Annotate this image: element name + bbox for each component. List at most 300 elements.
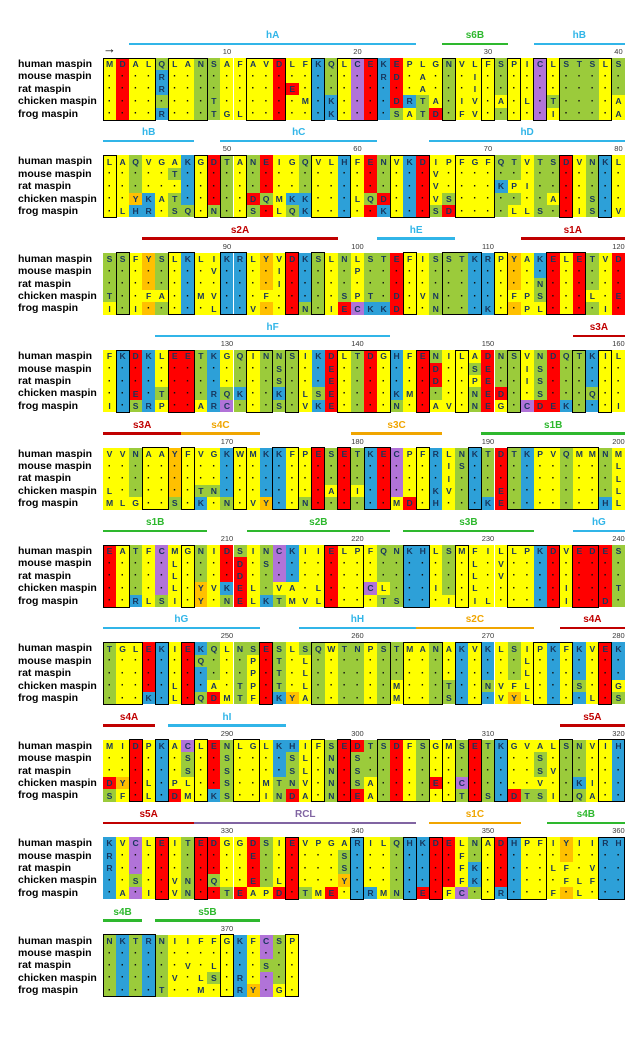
residue-cell: G xyxy=(129,497,142,509)
residue-cell: L xyxy=(547,862,560,874)
species-label: frog maspin xyxy=(18,691,79,704)
identity-dot-cell: · xyxy=(116,582,129,594)
identity-dot-cell: · xyxy=(168,400,181,412)
residue-cell: I xyxy=(416,253,429,265)
identity-dot-cell: · xyxy=(560,472,573,484)
identity-dot-cell: · xyxy=(207,70,220,82)
identity-dot-cell: · xyxy=(534,667,547,679)
residue-cell: T xyxy=(273,680,286,692)
residue-cell: F xyxy=(403,253,416,265)
annotation-line-s4A xyxy=(560,627,625,630)
identity-dot-cell: · xyxy=(260,83,273,95)
residue-cell: A xyxy=(416,70,429,82)
identity-dot-cell: · xyxy=(155,765,168,777)
annotation-label-s3B: s3B xyxy=(459,517,478,528)
identity-dot-cell: · xyxy=(351,595,364,607)
identity-dot-cell: · xyxy=(547,497,560,509)
residue-cell: T xyxy=(364,740,377,752)
identity-dot-cell: · xyxy=(573,108,586,120)
residue-cell: M xyxy=(103,740,116,752)
identity-dot-cell: · xyxy=(207,655,220,667)
residue-cell: H xyxy=(612,740,625,752)
residue-cell: T xyxy=(390,642,403,654)
residue-cell: V xyxy=(312,155,325,167)
residue-cell: C xyxy=(521,400,534,412)
residue-cell: A xyxy=(142,448,155,460)
identity-dot-cell: · xyxy=(286,947,299,959)
residue-cell: G xyxy=(429,740,442,752)
residue-cell: G xyxy=(155,155,168,167)
position-tick: 30 xyxy=(483,47,493,56)
identity-dot-cell: · xyxy=(351,460,364,472)
identity-dot-cell: · xyxy=(273,972,286,984)
residue-cell: D xyxy=(390,302,403,314)
residue-cell: E xyxy=(468,740,481,752)
identity-dot-cell: · xyxy=(220,95,233,107)
residue-cell: S xyxy=(377,642,390,654)
residue-cell: V xyxy=(299,837,312,849)
residue-cell: L xyxy=(286,642,299,654)
residue-cell: F xyxy=(194,935,207,947)
identity-dot-cell: · xyxy=(364,278,377,290)
identity-dot-cell: · xyxy=(168,460,181,472)
residue-cell: S xyxy=(234,545,247,557)
identity-dot-cell: · xyxy=(220,363,233,375)
species-label: rat maspin xyxy=(18,569,72,582)
identity-dot-cell: · xyxy=(129,667,142,679)
identity-dot-cell: · xyxy=(299,570,312,582)
identity-dot-cell: · xyxy=(273,472,286,484)
residue-cell: C xyxy=(455,887,468,899)
residue-cell: S xyxy=(586,205,599,217)
residue-cell: I xyxy=(207,545,220,557)
identity-dot-cell: · xyxy=(534,497,547,509)
identity-dot-cell: · xyxy=(403,363,416,375)
identity-dot-cell: · xyxy=(220,850,233,862)
residue-cell: S xyxy=(103,789,116,801)
identity-dot-cell: · xyxy=(116,472,129,484)
identity-dot-cell: · xyxy=(508,497,521,509)
identity-dot-cell: · xyxy=(508,752,521,764)
identity-dot-cell: · xyxy=(560,193,573,205)
residue-cell: R xyxy=(481,253,494,265)
residue-cell: N xyxy=(325,752,338,764)
residue-cell: Q xyxy=(377,545,390,557)
identity-dot-cell: · xyxy=(220,83,233,95)
identity-dot-cell: · xyxy=(103,765,116,777)
residue-cell: C xyxy=(364,582,377,594)
identity-dot-cell: · xyxy=(338,193,351,205)
identity-dot-cell: · xyxy=(142,959,155,971)
identity-dot-cell: · xyxy=(142,485,155,497)
residue-cell: F xyxy=(351,155,364,167)
identity-dot-cell: · xyxy=(351,278,364,290)
identity-dot-cell: · xyxy=(612,862,625,874)
residue-cell: M xyxy=(286,595,299,607)
annotation-label-hA: hA xyxy=(265,30,280,41)
residue-cell: E xyxy=(142,642,155,654)
identity-dot-cell: · xyxy=(338,108,351,120)
identity-dot-cell: · xyxy=(377,108,390,120)
residue-cell: I xyxy=(521,363,534,375)
identity-dot-cell: · xyxy=(181,655,194,667)
identity-dot-cell: · xyxy=(599,862,612,874)
identity-dot-cell: · xyxy=(508,887,521,899)
identity-dot-cell: · xyxy=(599,777,612,789)
residue-cell: E xyxy=(234,582,247,594)
residue-cell: D xyxy=(129,350,142,362)
identity-dot-cell: · xyxy=(534,485,547,497)
residue-cell: K xyxy=(312,400,325,412)
identity-dot-cell: · xyxy=(403,375,416,387)
position-tick: 110 xyxy=(481,241,494,251)
identity-dot-cell: · xyxy=(220,278,233,290)
identity-dot-cell: · xyxy=(599,265,612,277)
identity-dot-cell: · xyxy=(220,180,233,192)
identity-dot-cell: · xyxy=(377,692,390,704)
identity-dot-cell: · xyxy=(416,497,429,509)
residue-cell: E xyxy=(377,448,390,460)
residue-cell: V xyxy=(468,108,481,120)
identity-dot-cell: · xyxy=(194,460,207,472)
identity-dot-cell: · xyxy=(155,862,168,874)
residue-cell: N xyxy=(129,448,142,460)
species-label: frog maspin xyxy=(18,886,79,899)
identity-dot-cell: · xyxy=(325,667,338,679)
residue-cell: D xyxy=(586,545,599,557)
annotation-label-hI: hI xyxy=(222,711,232,723)
residue-cell: S xyxy=(351,777,364,789)
species-label: chicken maspin xyxy=(18,971,97,984)
residue-cell: M xyxy=(194,984,207,996)
identity-dot-cell: · xyxy=(599,400,612,412)
residue-cell: V xyxy=(429,180,442,192)
residue-cell: D xyxy=(351,740,364,752)
residue-cell: E xyxy=(234,595,247,607)
identity-dot-cell: · xyxy=(142,765,155,777)
residue-cell: L xyxy=(455,837,468,849)
residue-cell: D xyxy=(390,290,403,302)
identity-dot-cell: · xyxy=(455,205,468,217)
position-tick: 80 xyxy=(614,144,623,154)
identity-dot-cell: · xyxy=(155,959,168,971)
identity-dot-cell: · xyxy=(155,302,168,314)
identity-dot-cell: · xyxy=(129,472,142,484)
residue-cell: A xyxy=(116,545,129,557)
identity-dot-cell: · xyxy=(612,765,625,777)
identity-dot-cell: · xyxy=(560,887,573,899)
position-tick: 240 xyxy=(612,534,625,543)
identity-dot-cell: · xyxy=(155,752,168,764)
residue-cell: I xyxy=(351,485,364,497)
residue-cell: M xyxy=(390,692,403,704)
annotation-label-hH: hH xyxy=(350,614,365,626)
identity-dot-cell: · xyxy=(455,302,468,314)
residue-cell: F xyxy=(403,350,416,362)
residue-cell: K xyxy=(194,497,207,509)
residue-cell: M xyxy=(442,740,455,752)
identity-dot-cell: · xyxy=(416,168,429,180)
identity-dot-cell: · xyxy=(181,290,194,302)
residue-cell: K xyxy=(155,642,168,654)
residue-cell: A xyxy=(612,108,625,120)
residue-cell: V xyxy=(521,350,534,362)
identity-dot-cell: · xyxy=(612,265,625,277)
identity-dot-cell: · xyxy=(560,777,573,789)
identity-dot-cell: · xyxy=(364,400,377,412)
identity-dot-cell: · xyxy=(351,205,364,217)
identity-dot-cell: · xyxy=(312,70,325,82)
residue-cell: L xyxy=(508,545,521,557)
annotation-line-s5B xyxy=(155,919,259,922)
identity-dot-cell: · xyxy=(116,193,129,205)
identity-dot-cell: · xyxy=(312,777,325,789)
identity-dot-cell: · xyxy=(116,862,129,874)
identity-dot-cell: · xyxy=(364,497,377,509)
identity-dot-cell: · xyxy=(129,180,142,192)
identity-dot-cell: · xyxy=(390,205,403,217)
identity-dot-cell: · xyxy=(403,265,416,277)
identity-dot-cell: · xyxy=(612,70,625,82)
identity-dot-cell: · xyxy=(116,947,129,959)
residue-cell: T xyxy=(416,95,429,107)
residue-cell: H xyxy=(612,837,625,849)
identity-dot-cell: · xyxy=(468,680,481,692)
species-label: human maspin xyxy=(18,837,93,850)
identity-dot-cell: · xyxy=(273,862,286,874)
identity-dot-cell: · xyxy=(612,387,625,399)
identity-dot-cell: · xyxy=(129,680,142,692)
identity-dot-cell: · xyxy=(116,485,129,497)
residue-cell: S xyxy=(273,363,286,375)
residue-cell: T xyxy=(351,448,364,460)
identity-dot-cell: · xyxy=(260,400,273,412)
identity-dot-cell: · xyxy=(168,278,181,290)
identity-dot-cell: · xyxy=(377,387,390,399)
identity-dot-cell: · xyxy=(573,472,586,484)
residue-cell: I xyxy=(129,302,142,314)
identity-dot-cell: · xyxy=(312,874,325,886)
identity-dot-cell: · xyxy=(220,375,233,387)
identity-dot-cell: · xyxy=(129,485,142,497)
identity-dot-cell: · xyxy=(260,850,273,862)
identity-dot-cell: · xyxy=(260,108,273,120)
species-label: human maspin xyxy=(18,58,93,70)
identity-dot-cell: · xyxy=(547,472,560,484)
identity-dot-cell: · xyxy=(508,278,521,290)
residue-cell: S xyxy=(390,108,403,120)
species-label: mouse maspin xyxy=(18,654,92,667)
residue-cell: Q xyxy=(207,874,220,886)
residue-cell: G xyxy=(247,740,260,752)
identity-dot-cell: · xyxy=(181,400,194,412)
identity-dot-cell: · xyxy=(220,972,233,984)
residue-cell: D xyxy=(495,837,508,849)
residue-cell: N xyxy=(260,350,273,362)
residue-cell: L xyxy=(155,350,168,362)
residue-cell: V xyxy=(521,740,534,752)
identity-dot-cell: · xyxy=(495,193,508,205)
residue-cell: Q xyxy=(312,642,325,654)
position-tick: 350 xyxy=(481,826,495,836)
identity-dot-cell: · xyxy=(338,95,351,107)
identity-dot-cell: · xyxy=(142,570,155,582)
residue-cell: N xyxy=(260,545,273,557)
residue-cell: L xyxy=(586,692,599,704)
identity-dot-cell: · xyxy=(547,557,560,569)
residue-cell: S xyxy=(351,765,364,777)
annotation-label-s1C: s1C xyxy=(465,809,485,821)
identity-dot-cell: · xyxy=(142,972,155,984)
identity-dot-cell: · xyxy=(260,752,273,764)
identity-dot-cell: · xyxy=(351,680,364,692)
identity-dot-cell: · xyxy=(364,862,377,874)
identity-dot-cell: · xyxy=(247,789,260,801)
residue-cell: M xyxy=(220,692,233,704)
identity-dot-cell: · xyxy=(273,947,286,959)
annotation-line-s3B xyxy=(403,530,534,533)
residue-cell: M xyxy=(194,290,207,302)
identity-dot-cell: · xyxy=(351,400,364,412)
residue-cell: T xyxy=(442,680,455,692)
residue-cell: P xyxy=(247,680,260,692)
species-label: rat maspin xyxy=(18,82,72,95)
residue-cell: D xyxy=(207,155,220,167)
identity-dot-cell: · xyxy=(338,765,351,777)
residue-cell: E xyxy=(481,400,494,412)
identity-dot-cell: · xyxy=(495,789,508,801)
residue-cell: F xyxy=(586,874,599,886)
identity-dot-cell: · xyxy=(116,70,129,82)
identity-dot-cell: · xyxy=(181,70,194,82)
residue-cell: S xyxy=(429,253,442,265)
identity-dot-cell: · xyxy=(442,497,455,509)
annotation-line-s2A xyxy=(142,237,338,240)
identity-dot-cell: · xyxy=(351,692,364,704)
position-tick: 250 xyxy=(220,631,234,641)
residue-cell: T xyxy=(612,582,625,594)
identity-dot-cell: · xyxy=(116,595,129,607)
residue-cell: L xyxy=(299,655,312,667)
residue-cell: N xyxy=(325,765,338,777)
identity-dot-cell: · xyxy=(103,595,116,607)
residue-cell: V xyxy=(207,582,220,594)
identity-dot-cell: · xyxy=(168,70,181,82)
identity-dot-cell: · xyxy=(338,205,351,217)
identity-dot-cell: · xyxy=(116,667,129,679)
identity-dot-cell: · xyxy=(286,278,299,290)
residue-cell: V xyxy=(299,400,312,412)
residue-cell: E xyxy=(547,253,560,265)
identity-dot-cell: · xyxy=(534,692,547,704)
residue-cell: D xyxy=(234,557,247,569)
identity-dot-cell: · xyxy=(351,887,364,899)
annotation-line-s2C xyxy=(416,627,533,630)
identity-dot-cell: · xyxy=(599,887,612,899)
residue-cell: G xyxy=(429,58,442,70)
position-tick: 360 xyxy=(612,826,625,836)
residue-cell: S xyxy=(168,205,181,217)
residue-cell: V xyxy=(207,290,220,302)
identity-dot-cell: · xyxy=(468,205,481,217)
residue-cell: G xyxy=(612,680,625,692)
residue-cell: D xyxy=(508,789,521,801)
identity-dot-cell: · xyxy=(521,874,534,886)
identity-dot-cell: · xyxy=(599,655,612,667)
identity-dot-cell: · xyxy=(416,557,429,569)
residue-cell: I xyxy=(521,58,534,70)
residue-cell: L xyxy=(599,58,612,70)
annotation-label-hG: hG xyxy=(591,517,606,528)
identity-dot-cell: · xyxy=(495,363,508,375)
identity-dot-cell: · xyxy=(508,874,521,886)
position-tick: 290 xyxy=(220,728,234,738)
identity-dot-cell: · xyxy=(468,265,481,277)
residue-cell: K xyxy=(299,193,312,205)
identity-dot-cell: · xyxy=(220,947,233,959)
residue-cell: M xyxy=(403,642,416,654)
residue-cell: L xyxy=(612,497,625,509)
identity-dot-cell: · xyxy=(442,667,455,679)
residue-cell: T xyxy=(181,837,194,849)
residue-cell: S xyxy=(534,205,547,217)
identity-dot-cell: · xyxy=(521,83,534,95)
identity-dot-cell: · xyxy=(364,460,377,472)
residue-cell: L xyxy=(207,302,220,314)
identity-dot-cell: · xyxy=(560,375,573,387)
identity-dot-cell: · xyxy=(364,180,377,192)
identity-dot-cell: · xyxy=(247,947,260,959)
identity-dot-cell: · xyxy=(521,460,534,472)
identity-dot-cell: · xyxy=(194,557,207,569)
identity-dot-cell: · xyxy=(260,972,273,984)
residue-cell: L xyxy=(299,680,312,692)
residue-cell: E xyxy=(325,400,338,412)
identity-dot-cell: · xyxy=(442,850,455,862)
residue-cell: A xyxy=(416,642,429,654)
identity-dot-cell: · xyxy=(325,570,338,582)
identity-dot-cell: · xyxy=(416,667,429,679)
identity-dot-cell: · xyxy=(560,667,573,679)
identity-dot-cell: · xyxy=(234,302,247,314)
residue-cell: L xyxy=(142,837,155,849)
identity-dot-cell: · xyxy=(312,302,325,314)
identity-dot-cell: · xyxy=(547,570,560,582)
species-label: chicken maspin xyxy=(18,776,97,789)
residue-cell: P xyxy=(403,58,416,70)
residue-cell: T xyxy=(547,95,560,107)
residue-cell: N xyxy=(194,545,207,557)
annotation-label-s5A: s5A xyxy=(139,809,158,821)
residue-cell: L xyxy=(468,582,481,594)
identity-dot-cell: · xyxy=(560,95,573,107)
residue-cell: G xyxy=(220,350,233,362)
residue-cell: L xyxy=(521,95,534,107)
identity-dot-cell: · xyxy=(155,947,168,959)
identity-dot-cell: · xyxy=(521,108,534,120)
residue-cell: S xyxy=(612,58,625,70)
identity-dot-cell: · xyxy=(312,180,325,192)
identity-dot-cell: · xyxy=(155,874,168,886)
residue-cell: N xyxy=(429,290,442,302)
identity-dot-cell: · xyxy=(586,95,599,107)
identity-dot-cell: · xyxy=(129,168,142,180)
residue-cell: T xyxy=(338,642,351,654)
identity-dot-cell: · xyxy=(403,874,416,886)
identity-dot-cell: · xyxy=(377,752,390,764)
identity-dot-cell: · xyxy=(455,83,468,95)
residue-cell: P xyxy=(364,642,377,654)
